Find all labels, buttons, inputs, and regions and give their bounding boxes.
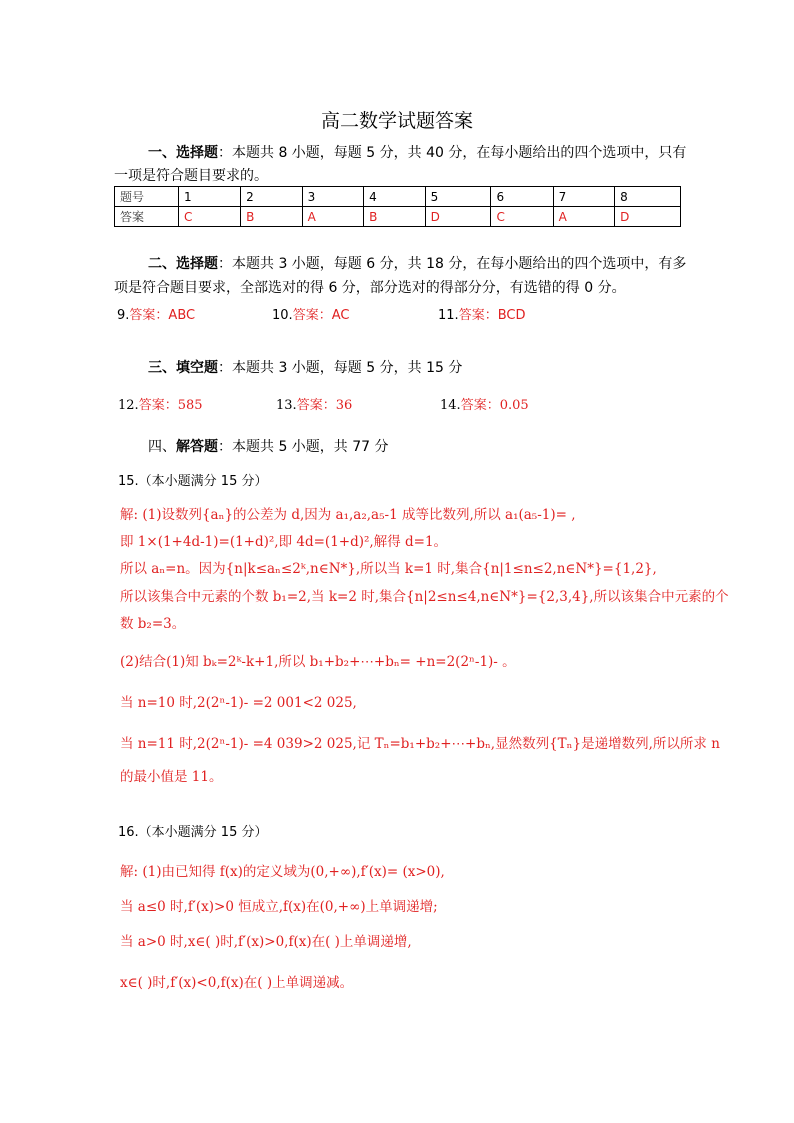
q15-line-1: 解: (1)设数列{aₙ}的公差为 d,因为 a₁,a₂,a₅-1 成等比数列,所以 a₁(a₅-1)= , [120,507,576,523]
q15-line-3: 所以 aₙ=n。因为{n|k≤aₙ≤2ᵏ,n∈N*},所以当 k=1 时,集合{n|1≤n≤2,n∈N*}={1,2}, [120,561,657,577]
q15-line-7: 当 n=10 时,2(2ⁿ-1)- =2 001<2 025, [120,695,357,711]
table-cell: 8 [615,187,681,207]
section-1-intro [148,141,686,165]
table-cell: 2 [241,187,303,207]
section-2-intro [148,252,686,276]
answer-11: 11.答案：BCD [438,308,526,323]
table-cell: B [241,207,303,227]
q16-line-3: 当 a>0 时,x∈( )时,f′(x)>0,f(x)在( )上单调递增, [120,934,412,950]
section-3-text: ：本题共 3 小题，每题 5 分，共 15 分 [218,360,463,376]
q15-line-4: 所以该集合中元素的个数 b₁=2,当 k=2 时,集合{n|2≤n≤4,n∈N*}={2,3,4},所以该集合中元素的个 [120,589,729,605]
table-cell: 4 [364,187,426,207]
table-cell: C [491,207,553,227]
table-row-numbers [115,187,681,207]
section-1-intro-line2: 一项是符合题目要求的。 [114,168,268,184]
row-label-question: 题号 [115,187,179,207]
section-1-text: ：本题共 8 小题，每题 5 分，共 40 分，在每小题给出的四个选项中，只有 [218,145,687,161]
q15-line-5: 数 b₂=3。 [120,616,186,632]
table-cell: 3 [302,187,363,207]
section-1-heading: 一、选择题 [148,145,218,161]
table-cell: A [302,207,363,227]
q16-line-2: 当 a≤0 时,f′(x)>0 恒成立,f(x)在(0,+∞)上单调递增; [120,899,438,915]
table-cell: B [364,207,426,227]
section-4-heading: 解答题 [176,439,218,455]
section-2-intro-line2: 项是符合题目要求，全部选对的得 6 分，部分选对的得部分分，有选错的得 0 分。 [114,280,626,296]
q16-line-1: 解: (1)由已知得 f(x)的定义域为(0,+∞),f′(x)= (x>0), [120,864,445,880]
q15-line-8: 当 n=11 时,2(2ⁿ-1)- =4 039>2 025,记 Tₙ=b₁+b₂+⋯+bₙ,显然数列{Tₙ}是递增数列,所以所求 n [120,736,720,752]
page-title: 高二数学试题答案 [320,110,473,132]
table-cell: D [615,207,681,227]
answer-table [114,186,681,227]
answer-10: 10.答案：AC [272,308,350,323]
section-3-intro [148,356,462,380]
q15-line-6: (2)结合(1)知 bₖ=2ᵏ-k+1,所以 b₁+b₂+⋯+bₙ= +n=2(2ⁿ-1)- 。 [120,654,516,670]
section-4-text: ：本题共 5 小题，共 77 分 [218,439,389,455]
q15-heading: 15.（本小题满分 15 分） [118,474,268,489]
table-cell: C [179,207,241,227]
table-cell: 6 [491,187,553,207]
q16-line-4: x∈( )时,f′(x)<0,f(x)在( )上单调递减。 [120,975,354,991]
answer-12: 12.答案：585 [118,398,203,413]
section-4-intro: 四、解答题：本题共 5 小题，共 77 分 [148,439,389,455]
answer-14: 14.答案：0.05 [440,398,529,413]
q16-heading: 16.（本小题满分 15 分） [118,825,268,840]
answer-9: 9.答案：ABC [117,308,196,323]
answer-13: 13.答案：36 [276,398,353,413]
table-cell: 5 [425,187,491,207]
table-row-answers [115,207,681,227]
section-2-heading: 二、选择题 [148,256,218,272]
table-cell: 7 [553,187,614,207]
section-3-heading: 三、填空题 [148,360,218,376]
table-cell: 1 [179,187,241,207]
row-label-answer: 答案 [115,207,179,227]
q15-line-2: 即 1×(1+4d-1)=(1+d)²,即 4d=(1+d)²,解得 d=1。 [120,534,448,550]
table-cell: A [553,207,614,227]
section-2-text: ：本题共 3 小题，每题 6 分，共 18 分，在每小题给出的四个选项中，有多 [218,256,687,272]
q15-line-9: 的最小值是 11。 [120,769,223,785]
table-cell: D [425,207,491,227]
